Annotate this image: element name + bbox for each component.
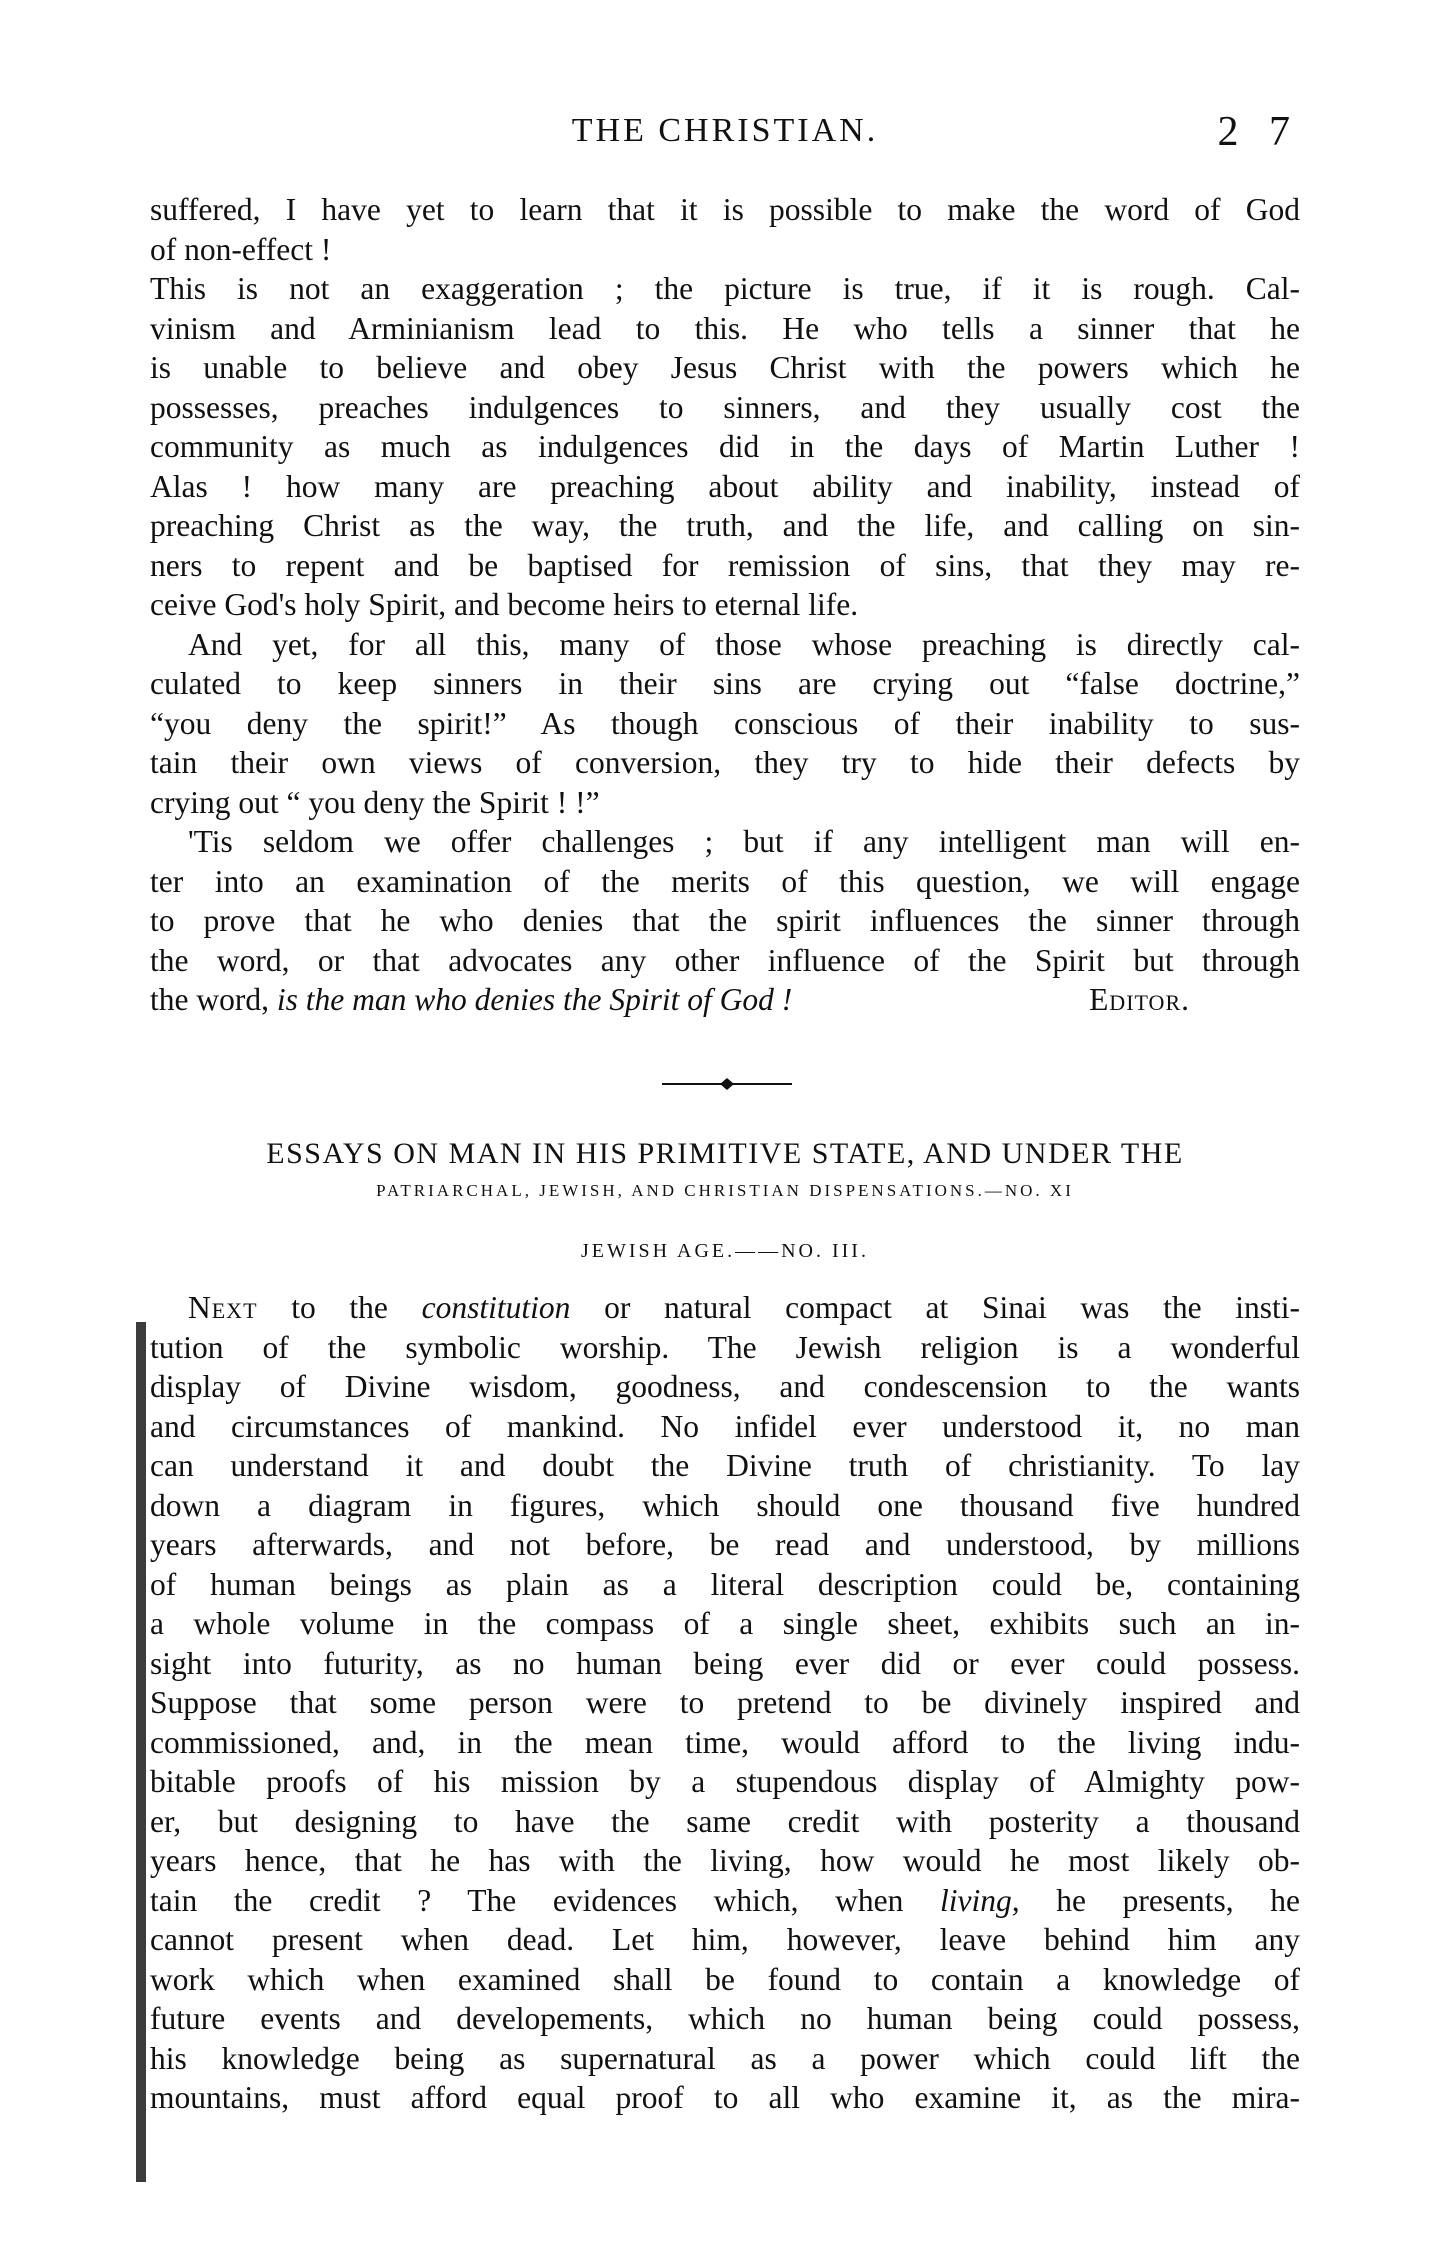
text-line: years hence, that he has with the living, how would he most likely ob- [150, 1843, 1300, 1878]
text-line [150, 1288, 1300, 1328]
text-line: sight into futurity, as no human being ever did or ever could possess. [150, 1645, 1300, 1681]
text-line: This is not an exaggeration ; the picture is true, if it is rough. Cal- [150, 271, 1300, 306]
editor-signature: Editor. [1089, 982, 1190, 1017]
lead-word: Next [188, 1290, 258, 1325]
essay-title: ESSAYS ON MAN IN HIS PRIMITIVE STATE, AND UNDER THE [266, 1137, 1184, 1170]
text-line [150, 1881, 1300, 1921]
italic-living: living, [939, 1882, 1020, 1918]
text-line: a whole volume in the compass of a single sheet, exhibits such an in- [150, 1606, 1300, 1641]
text-line: preaching Christ as the way, the truth, and the life, and calling on sin- [150, 508, 1300, 543]
text-segment: he presents, he [1056, 1882, 1300, 1918]
essay-body [150, 1288, 1300, 2118]
text-line: Alas ! how many are preaching about ability and inability, instead of [150, 468, 1300, 504]
text-line: suffered, I have yet to learn that it is possible to make the word of God [150, 192, 1300, 227]
lead-text-end: or natural compact at Sinai was the insti- [604, 1290, 1300, 1325]
text-line: display of Divine wisdom, goodness, and condescension to the wants [150, 1369, 1300, 1404]
text-line: And yet, for all this, many of those whose preaching is directly cal- [188, 626, 1300, 662]
text-line: down a diagram in figures, which should one thousand five hundred [150, 1487, 1300, 1523]
text-line: er, but designing to have the same credit with posterity a thousand [150, 1803, 1300, 1839]
text-line: Suppose that some person were to pretend to be divinely inspired and [150, 1685, 1300, 1720]
running-title: THE CHRISTIAN. [571, 112, 879, 149]
text-line: mountains, must afford equal proof to all who examine it, as the mira- [150, 2080, 1300, 2115]
section-heading: JEWISH AGE.——NO. III. [581, 1240, 869, 1262]
editorial-article [150, 190, 1300, 1020]
lead-text: to the [291, 1290, 388, 1325]
text-line: possesses, preaches indulgences to sinners, and they usually cost the [150, 389, 1300, 425]
page-number: 2 7 [1217, 109, 1300, 155]
text-segment: tain the credit ? The evidences which, when [150, 1882, 904, 1918]
text-line: crying out “ you deny the Spirit ! !” [150, 784, 600, 820]
text-line: tain their own views of conversion, they try to hide their defects by [150, 745, 1300, 780]
text-line: tution of the symbolic worship. The Jewish religion is a wonderful [150, 1329, 1300, 1365]
text-line: of human beings as plain as a literal description could be, containing [150, 1566, 1300, 1602]
ornamental-divider [662, 1077, 792, 1091]
text-line: to prove that he who denies that the spirit influences the sinner through [150, 903, 1300, 938]
text-line: work which when examined shall be found to contain a knowledge of [150, 1961, 1300, 1997]
closing-line [150, 980, 1300, 1020]
essay-subtitle: PATRIARCHAL, JEWISH, AND CHRISTIAN DISPENSATIONS.—NO. XI [376, 1181, 1074, 1200]
text-line: community as much as indulgences did in the days of Martin Luther ! [150, 429, 1300, 464]
text-line: the word, or that advocates any other influence of the Spirit but through [150, 942, 1300, 978]
text-line: cannot present when dead. Let him, however, leave behind him any [150, 1922, 1300, 1957]
text-line: ceive God's holy Spirit, and become heirs to eternal life. [150, 587, 859, 622]
lead-italic: constitution [421, 1290, 571, 1325]
text-line: ter into an examination of the merits of this question, we will engage [150, 863, 1300, 899]
text-line: can understand it and doubt the Divine truth of christianity. To lay [150, 1448, 1300, 1483]
text-line: culated to keep sinners in their sins are crying out “false doctrine,” [150, 666, 1300, 701]
text-line: “you deny the spirit!” As though conscious of their inability to sus- [150, 705, 1300, 741]
text-line: ners to repent and be baptised for remission of sins, that they may re- [150, 547, 1300, 583]
closing-italic: is the man who denies the Spirit of God ! [276, 982, 793, 1017]
text-line: and circumstances of mankind. No infidel ever understood it, no man [150, 1408, 1300, 1444]
text-line: of non-effect ! [150, 231, 332, 267]
text-line: is unable to believe and obey Jesus Christ with the powers which he [150, 350, 1300, 385]
text-line: vinism and Arminianism lead to this. He who tells a sinner that he [150, 310, 1300, 346]
text-line: years afterwards, and not before, be read and understood, by millions [150, 1527, 1300, 1562]
margin-shadow [136, 1322, 146, 2182]
text-line: bitable proofs of his mission by a stupendous display of Almighty pow- [150, 1764, 1300, 1799]
closing-text [150, 980, 792, 1020]
text-line: commissioned, and, in the mean time, would afford to the living indu- [150, 1724, 1300, 1760]
text-line: 'Tis seldom we offer challenges ; but if any intelligent man will en- [188, 824, 1300, 859]
text-line: his knowledge being as supernatural as a power which could lift the [150, 2040, 1300, 2076]
closing-plain: the word, [150, 982, 269, 1017]
running-head [150, 109, 1300, 160]
text-line: future events and developements, which no human being could possess, [150, 2001, 1300, 2036]
